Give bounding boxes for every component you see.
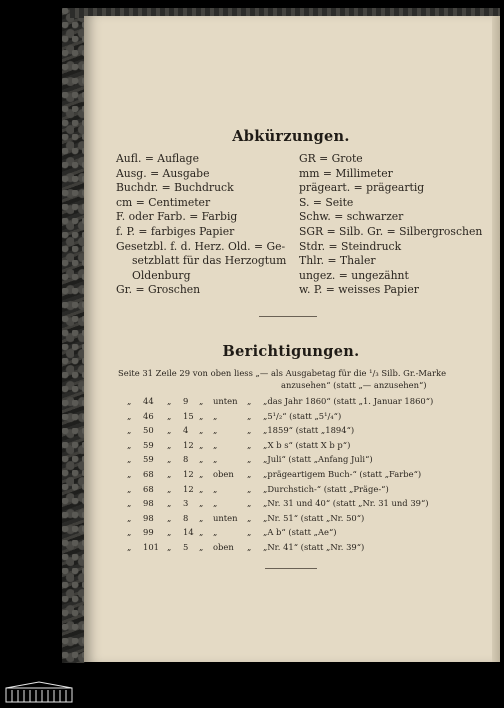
ditto-mark: „ (167, 439, 172, 450)
section-divider (259, 316, 317, 317)
correction-direction: „ (213, 498, 218, 509)
abbreviation-entry: mm = Millimeter (299, 166, 393, 180)
correction-direction: „ (213, 425, 218, 436)
correction-page: 50 (143, 425, 154, 436)
correction-text: „1859“ (statt „1894“) (263, 425, 355, 436)
abbreviation-entry: w. P. = weisses Papier (299, 283, 419, 297)
ditto-mark: „ (199, 439, 204, 450)
library-logo-icon (4, 680, 74, 704)
correction-text: „Nr. 51“ (statt „Nr. 50“) (263, 512, 365, 523)
correction-line: 12 (183, 483, 194, 494)
abbreviation-entry: Aufl. = Auflage (116, 152, 199, 165)
ditto-mark: „ (199, 542, 204, 552)
correction-text: „A b“ (statt „Ae“) (263, 527, 337, 538)
ditto-mark: „ (127, 454, 132, 465)
correction-page: 59 (143, 454, 154, 465)
abbreviation-entry: Ausg. = Ausgabe (116, 166, 210, 180)
ditto-mark: „ (167, 469, 172, 479)
ditto-mark: „ (247, 469, 252, 479)
ditto-mark: „ (199, 483, 204, 494)
book-binding (62, 8, 85, 663)
ditto-mark: „ (167, 483, 172, 494)
correction-text: „Durchstich-“ (statt „Präge-“) (263, 483, 389, 494)
ditto-mark: „ (127, 542, 132, 552)
abbreviations-title: Abkürzungen. (232, 128, 350, 145)
correction-line: 5 (183, 542, 189, 552)
correction-direction: „ (213, 483, 218, 494)
ditto-mark: „ (247, 498, 252, 509)
ditto-mark: „ (167, 396, 172, 406)
correction-line: 4 (183, 425, 189, 436)
correction-direction: unten (213, 512, 238, 523)
abbreviation-entry: prägeart. = prägeartig (299, 181, 425, 195)
correction-page: 68 (143, 483, 154, 494)
abbreviation-entry: S. = Seite (299, 195, 354, 209)
corrections-title: Berichtigungen. (222, 343, 360, 360)
abbreviation-entry: Schw. = schwarzer (299, 210, 404, 224)
ditto-mark: „ (199, 498, 204, 509)
abbreviation-entry: Oldenburg (132, 268, 191, 282)
correction-page: 46 (143, 410, 154, 421)
ditto-mark: „ (167, 410, 172, 421)
correction-line: 9 (183, 396, 189, 406)
correction-direction: oben (213, 542, 234, 552)
corrections-first-line: Seite 31 Zeile 29 von oben liess „— als Ausgabetag für die ¹/₃ Silb. Gr.-Marke (118, 368, 447, 378)
correction-direction: „ (213, 454, 218, 465)
correction-page: 98 (143, 512, 154, 523)
correction-page: 59 (143, 439, 154, 450)
abbreviation-entry: setzblatt für das Herzogtum (132, 254, 287, 268)
ditto-mark: „ (199, 469, 204, 479)
ditto-mark: „ (127, 483, 132, 494)
abbreviation-entry: Gesetzbl. f. d. Herz. Old. = Ge- (116, 239, 286, 253)
abbreviation-entry: F. oder Farb. = Farbig (116, 210, 238, 224)
correction-line: 3 (183, 498, 189, 509)
ditto-mark: „ (127, 512, 132, 523)
correction-text: „5¹/₂“ (statt „5¹/₄“) (263, 410, 342, 421)
ditto-mark: „ (247, 512, 252, 523)
ditto-mark: „ (247, 410, 252, 421)
correction-text: „Juli“ (statt „Anfang Juli“) (263, 454, 373, 465)
correction-text: „prägeartigem Buch-“ (statt „Farbe“) (263, 469, 422, 479)
ditto-mark: „ (199, 527, 204, 538)
correction-line: 15 (183, 410, 194, 421)
correction-page: 99 (143, 527, 154, 538)
ditto-mark: „ (199, 425, 204, 436)
correction-direction: unten (213, 396, 238, 406)
ditto-mark: „ (167, 542, 172, 552)
ditto-mark: „ (247, 454, 252, 465)
ditto-mark: „ (167, 527, 172, 538)
abbreviation-entry: cm = Centimeter (116, 195, 211, 209)
correction-text: „Nr. 41“ (statt „Nr. 39“) (263, 542, 365, 552)
abbreviation-entry: Stdr. = Steindruck (299, 239, 402, 253)
ditto-mark: „ (127, 469, 132, 479)
abbreviation-entry: GR = Grote (299, 152, 363, 165)
ditto-mark: „ (127, 425, 132, 436)
ditto-mark: „ (247, 425, 252, 436)
ditto-mark: „ (247, 396, 252, 406)
book-page (84, 16, 497, 662)
ditto-mark: „ (199, 512, 204, 523)
ditto-mark: „ (127, 527, 132, 538)
correction-direction: „ (213, 410, 218, 421)
correction-text: „Nr. 31 und 40“ (statt „Nr. 31 und 39“) (263, 498, 429, 509)
ditto-mark: „ (167, 454, 172, 465)
correction-line: 8 (183, 454, 189, 465)
page-edge (492, 16, 500, 662)
abbreviation-entry: Buchdr. = Buchdruck (116, 181, 234, 195)
ditto-mark: „ (127, 439, 132, 450)
correction-line: 14 (183, 527, 194, 538)
ditto-mark: „ (127, 410, 132, 421)
abbreviation-entry: f. P. = farbiges Papier (116, 224, 235, 238)
ditto-mark: „ (167, 498, 172, 509)
ditto-mark: „ (199, 454, 204, 465)
correction-page: 68 (143, 469, 154, 479)
ditto-mark: „ (127, 396, 132, 406)
abbreviation-entry: Thlr. = Thaler (299, 254, 376, 268)
correction-line: 12 (183, 439, 194, 450)
correction-text: „X b s“ (statt X b p“) (263, 439, 351, 450)
correction-page: 98 (143, 498, 154, 509)
ditto-mark: „ (247, 527, 252, 538)
ditto-mark: „ (167, 425, 172, 436)
ditto-mark: „ (247, 542, 252, 552)
corrections-first-line-cont: anzusehen“ (statt „— anzusehen“) (281, 380, 427, 390)
correction-direction: oben (213, 469, 234, 479)
bottom-divider (265, 568, 317, 569)
correction-page: 44 (143, 396, 154, 406)
ditto-mark: „ (199, 410, 204, 421)
correction-text: „das Jahr 1860“ (statt „1. Januar 1860“) (263, 396, 434, 406)
ditto-mark: „ (127, 498, 132, 509)
ditto-mark: „ (167, 512, 172, 523)
ditto-mark: „ (247, 439, 252, 450)
correction-line: 12 (183, 469, 194, 479)
abbreviations-left-column (116, 152, 286, 298)
correction-direction: „ (213, 439, 218, 450)
ditto-mark: „ (247, 483, 252, 494)
correction-line: 8 (183, 512, 189, 523)
correction-direction: „ (213, 527, 218, 538)
abbreviation-entry: SGR = Silb. Gr. = Silbergroschen (299, 224, 483, 238)
correction-page: 101 (143, 542, 159, 552)
abbreviations-right-column (299, 152, 482, 298)
abbreviation-entry: ungez. = ungezähnt (299, 268, 409, 282)
ditto-mark: „ (199, 396, 204, 406)
abbreviation-entry: Gr. = Groschen (116, 283, 201, 297)
